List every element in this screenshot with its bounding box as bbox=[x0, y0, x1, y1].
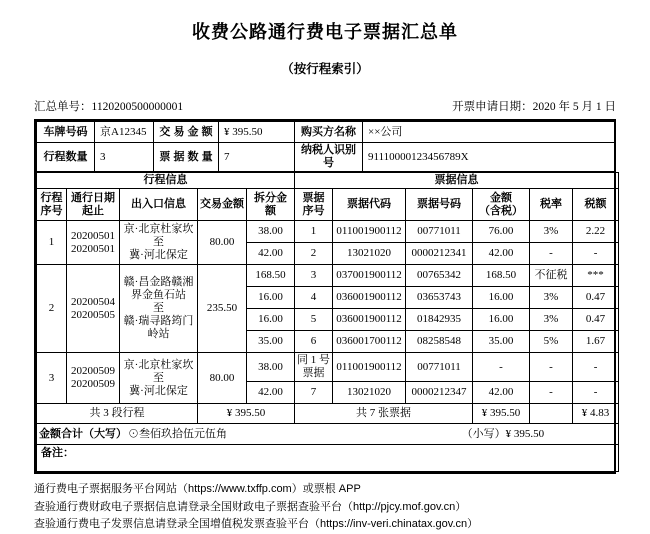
totals-row bbox=[37, 404, 619, 424]
plate-label: 车牌号码 bbox=[37, 122, 95, 143]
col-invoice-number: 票据号码 bbox=[406, 189, 473, 221]
trip-dates bbox=[67, 221, 120, 265]
col-invoice-seq-line2: 序号 bbox=[302, 204, 325, 217]
trip-count-value: 3 bbox=[95, 143, 154, 172]
invoice-number: 08258548 bbox=[406, 331, 473, 353]
totals-tax: ¥ 4.83 bbox=[573, 404, 619, 424]
issue-date-label: 开票申请日期： bbox=[452, 101, 533, 113]
trip-route-exit: 冀·河北保定 bbox=[129, 384, 188, 397]
info-row-2 bbox=[37, 143, 615, 172]
totals-invoice-count: 共 7 张票据 bbox=[295, 404, 473, 424]
tax-amount: 1.67 bbox=[573, 331, 619, 353]
grand-total-label: 金额合计（大写） bbox=[39, 427, 127, 440]
trip-date-end: 20200501 bbox=[71, 242, 115, 255]
invoice-code: 011001900112 bbox=[333, 353, 406, 382]
col-tax-rate: 税率 bbox=[530, 189, 573, 221]
col-trans-amount: 交易金额 bbox=[198, 189, 247, 221]
buyer-label: 购买方名称 bbox=[295, 122, 363, 143]
col-trip-dates-line2: 起止 bbox=[82, 204, 104, 217]
invoice-number: 01842935 bbox=[406, 309, 473, 331]
totals-amount: ¥ 395.50 bbox=[473, 404, 530, 424]
tax-amount: - bbox=[573, 353, 619, 382]
split-amount: 38.00 bbox=[247, 221, 295, 243]
invoice-code: 13021020 bbox=[333, 382, 406, 404]
invoice-code: 011001900112 bbox=[333, 221, 406, 243]
invoice-amount: 76.00 bbox=[473, 221, 530, 243]
trip-route bbox=[120, 265, 198, 353]
invoice-code: 036001700112 bbox=[333, 331, 406, 353]
invoice-seq: 2 bbox=[295, 243, 333, 265]
invoice-amount: 35.00 bbox=[473, 331, 530, 353]
trips-invoices-table bbox=[36, 172, 619, 472]
summary-number-label: 汇总单号： bbox=[34, 101, 92, 113]
invoice-number: 00765342 bbox=[406, 265, 473, 287]
info-row-1 bbox=[37, 122, 615, 143]
trip-seq: 3 bbox=[37, 353, 67, 404]
trip-amount: 80.00 bbox=[198, 353, 247, 404]
invoice-code: 13021020 bbox=[333, 243, 406, 265]
tax-amount: 2.22 bbox=[573, 221, 619, 243]
footer-line-platform: 通行费电子票据服务平台网站（https://www.txffp.com）或票根 APP bbox=[34, 483, 361, 495]
col-split-amount: 拆分金额 bbox=[247, 189, 295, 221]
split-amount: 16.00 bbox=[247, 309, 295, 331]
issue-date-value: 2020 年 5 月 1 日 bbox=[532, 101, 616, 113]
trip-dates bbox=[67, 265, 120, 353]
trip-route bbox=[120, 221, 198, 265]
grand-total-row bbox=[37, 424, 619, 445]
trip-dates bbox=[67, 353, 120, 404]
tax-amount: - bbox=[573, 243, 619, 265]
trip-route-to: 至 bbox=[153, 302, 164, 314]
summary-table-block bbox=[34, 119, 616, 474]
invoice-amount: 42.00 bbox=[473, 382, 530, 404]
trip-date-end: 20200509 bbox=[71, 378, 115, 390]
trip-route-entry: 京·北京杜家坎 bbox=[123, 223, 194, 235]
invoice-info-section-header: 票据信息 bbox=[295, 173, 619, 189]
trip-count-label: 行程数量 bbox=[37, 143, 95, 172]
section-header-row bbox=[37, 173, 619, 189]
grand-total-caps: ⊙叁佰玖拾伍元伍角 bbox=[128, 427, 227, 440]
trip-seq: 1 bbox=[37, 221, 67, 265]
invoice-number: 0000212341 bbox=[406, 243, 473, 265]
totals-rate-blank bbox=[530, 404, 573, 424]
footer-line-vat-check: 查验通行费电子发票信息请登录全国增值税发票查验平台（https://inv-veri.chinatax.gov.cn） bbox=[34, 518, 479, 530]
invoice-seq: 5 bbox=[295, 309, 333, 331]
trip-info-section-header: 行程信息 bbox=[37, 173, 295, 189]
invoice-number: 0000212347 bbox=[406, 382, 473, 404]
column-header-row bbox=[37, 189, 619, 221]
tax-rate: 5% bbox=[530, 331, 573, 353]
doc-title: 收费公路通行费电子票据汇总单 bbox=[192, 22, 458, 42]
invoice-seq: 4 bbox=[295, 287, 333, 309]
tax-rate: 不征税 bbox=[530, 265, 573, 287]
trip-route-entry: 京·北京杜家坎 bbox=[123, 358, 194, 371]
tax-amount: *** bbox=[573, 265, 619, 287]
tax-amount: 0.47 bbox=[573, 287, 619, 309]
invoice-seq: 6 bbox=[295, 331, 333, 353]
tax-rate: 3% bbox=[530, 221, 573, 243]
trans-amount-label: 交 易 金 额 bbox=[154, 122, 219, 143]
col-amount-incl-tax-line1: 金额 bbox=[490, 191, 513, 204]
trip-route-entry: 赣·昌金路赣湘界金鱼石站 bbox=[123, 276, 194, 301]
invoice-number: 03653743 bbox=[406, 287, 473, 309]
totals-trans-amount: ¥ 395.50 bbox=[198, 404, 295, 424]
tax-rate: 3% bbox=[530, 309, 573, 331]
trip-date-start: 20200509 bbox=[71, 365, 115, 377]
trip-date-start: 20200504 bbox=[71, 295, 115, 308]
col-tax-amount: 税额 bbox=[573, 189, 619, 221]
trip-route-exit: 赣·瑞寻路筠门岭站 bbox=[123, 315, 194, 340]
col-trip-seq-line2: 序号 bbox=[40, 204, 63, 217]
col-trip-dates-line1: 通行日期 bbox=[71, 191, 115, 204]
col-trip-seq bbox=[37, 189, 67, 221]
split-amount: 38.00 bbox=[247, 353, 295, 382]
totals-trip-count: 共 3 段行程 bbox=[37, 404, 198, 424]
buyer-value: ××公司 bbox=[363, 122, 615, 143]
invoice-number: 00771011 bbox=[406, 221, 473, 243]
invoice-amount: 16.00 bbox=[473, 309, 530, 331]
remark-row bbox=[37, 445, 619, 472]
invoice-code: 037001900112 bbox=[333, 265, 406, 287]
grand-total-small: （小写）¥ 395.50 bbox=[461, 427, 545, 440]
split-amount: 168.50 bbox=[247, 265, 295, 287]
invoice-code: 036001900112 bbox=[333, 287, 406, 309]
issue-date bbox=[452, 98, 616, 114]
col-trip-dates bbox=[67, 189, 120, 221]
trip-route-exit: 冀·河北保定 bbox=[129, 249, 188, 261]
invoice-count-label: 票 据 数 量 bbox=[154, 143, 219, 172]
tax-amount: - bbox=[573, 382, 619, 404]
tax-amount: 0.47 bbox=[573, 309, 619, 331]
trip-amount: 235.50 bbox=[198, 265, 247, 353]
trip-route-to: 至 bbox=[153, 371, 164, 384]
invoice-seq: 3 bbox=[295, 265, 333, 287]
footer-notes bbox=[34, 481, 616, 534]
invoice-seq: 同 1 号票据 bbox=[295, 353, 333, 382]
table-row bbox=[37, 265, 619, 287]
split-amount: 42.00 bbox=[247, 382, 295, 404]
invoice-amount: - bbox=[473, 353, 530, 382]
grand-total-cell bbox=[37, 424, 619, 445]
invoice-number: 00771011 bbox=[406, 353, 473, 382]
invoice-code: 036001900112 bbox=[333, 309, 406, 331]
table-row bbox=[37, 353, 619, 382]
invoice-amount: 168.50 bbox=[473, 265, 530, 287]
invoice-amount: 42.00 bbox=[473, 243, 530, 265]
remark-label: 备注： bbox=[37, 445, 619, 472]
taxid-label: 纳税人识别号 bbox=[295, 143, 363, 172]
trip-route-to: 至 bbox=[153, 236, 164, 248]
col-gate-info: 出入口信息 bbox=[120, 189, 198, 221]
tax-rate: - bbox=[530, 382, 573, 404]
meta-row bbox=[34, 98, 616, 114]
summary-number-value: 1120200500000001 bbox=[91, 101, 184, 113]
invoice-seq: 1 bbox=[295, 221, 333, 243]
table-row bbox=[37, 221, 619, 243]
col-amount-incl-tax bbox=[473, 189, 530, 221]
tax-rate: - bbox=[530, 243, 573, 265]
taxid-value: 91110000123456789X bbox=[363, 143, 615, 172]
tax-rate: - bbox=[530, 353, 573, 382]
col-invoice-code: 票据代码 bbox=[333, 189, 406, 221]
col-invoice-seq bbox=[295, 189, 333, 221]
invoice-count-value: 7 bbox=[219, 143, 295, 172]
col-invoice-seq-line1: 票据 bbox=[302, 191, 325, 204]
split-amount: 16.00 bbox=[247, 287, 295, 309]
footer-line-fiscal-check: 查验通行费财政电子票据信息请登录全国财政电子票据查验平台（http://pjcy.mof.gov.cn） bbox=[34, 500, 467, 513]
trip-seq: 2 bbox=[37, 265, 67, 353]
trip-date-end: 20200505 bbox=[71, 308, 115, 321]
vehicle-info-table bbox=[36, 121, 615, 172]
invoice-seq: 7 bbox=[295, 382, 333, 404]
trip-date-start: 20200501 bbox=[71, 229, 115, 242]
trans-amount-value: ¥ 395.50 bbox=[219, 122, 295, 143]
invoice-amount: 16.00 bbox=[473, 287, 530, 309]
col-amount-incl-tax-line2: （含税） bbox=[479, 204, 524, 217]
split-amount: 42.00 bbox=[247, 243, 295, 265]
col-trip-seq-line1: 行程 bbox=[40, 191, 63, 204]
tax-rate: 3% bbox=[530, 287, 573, 309]
doc-subtitle: （按行程索引） bbox=[281, 62, 369, 76]
plate-value: 京A12345 bbox=[95, 122, 154, 143]
trip-route bbox=[120, 353, 198, 404]
summary-number bbox=[34, 98, 183, 114]
split-amount: 35.00 bbox=[247, 331, 295, 353]
trip-amount: 80.00 bbox=[198, 221, 247, 265]
